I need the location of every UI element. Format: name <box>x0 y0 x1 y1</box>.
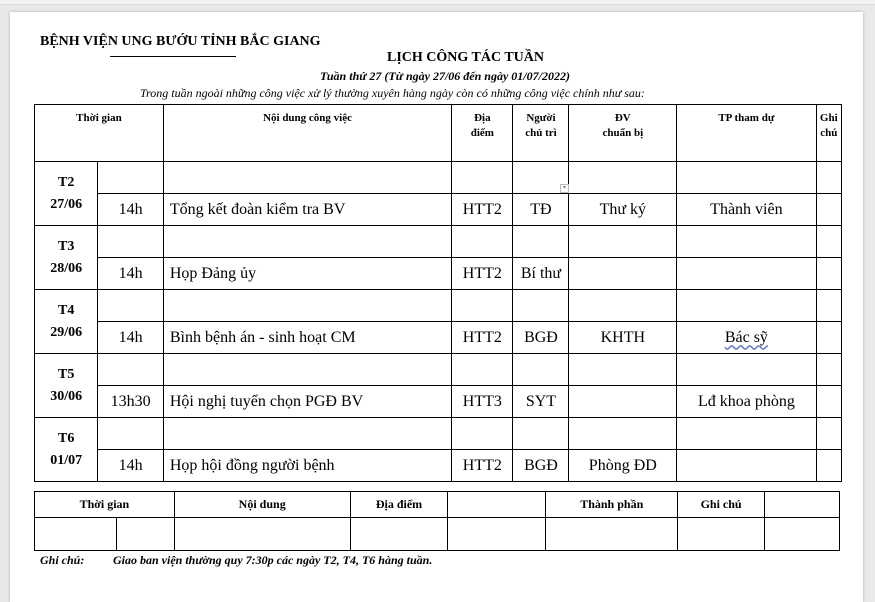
content-cell[interactable]: Bình bệnh án - sinh hoạt CM <box>163 322 451 354</box>
day-cell: T2 27/06 <box>35 162 98 226</box>
meeting-col-empty <box>448 492 546 518</box>
day-cell: T4 29/06 <box>35 290 98 354</box>
place-cell[interactable]: HTT3 <box>452 386 513 418</box>
host-cell[interactable]: Bí thư <box>513 258 569 290</box>
footer-label: Ghi chú: <box>40 553 85 567</box>
table-row[interactable] <box>35 450 842 482</box>
table-row[interactable] <box>35 194 842 226</box>
table-row <box>35 354 842 386</box>
attend-cell[interactable] <box>677 450 816 482</box>
intro-text: Trong tuần ngoài những công việc xử lý thường xuyên hàng ngày còn có những công việc chính như sau: <box>140 86 645 100</box>
col-time: Thời gian <box>35 105 164 162</box>
spellcheck-word: Bác sỹ <box>724 328 768 346</box>
meeting-col-extra <box>765 492 840 518</box>
host-cell[interactable]: BGĐ <box>513 322 569 354</box>
col-place: Địa điểm <box>452 105 513 162</box>
time-cell[interactable]: 13h30 <box>98 386 163 418</box>
host-cell[interactable]: TĐ <box>513 194 569 226</box>
time-cell[interactable]: 14h <box>98 450 163 482</box>
col-note: Ghi chú <box>816 105 841 162</box>
content-cell[interactable]: Họp hội đồng người bệnh <box>163 450 451 482</box>
schedule-table <box>34 104 842 482</box>
table-row <box>35 290 842 322</box>
time-cell[interactable]: 14h <box>98 194 163 226</box>
header-row <box>35 105 842 162</box>
dropdown-marker-icon[interactable]: ▾ <box>560 184 569 193</box>
prep-cell[interactable] <box>569 386 677 418</box>
note-cell[interactable] <box>816 450 841 482</box>
note-cell[interactable] <box>816 194 841 226</box>
table-row <box>35 418 842 450</box>
attend-cell[interactable] <box>677 322 816 354</box>
content-cell[interactable]: Tổng kết đoàn kiểm tra BV <box>163 194 451 226</box>
col-attend: TP tham dự <box>677 105 816 162</box>
prep-cell[interactable]: KHTH <box>569 322 677 354</box>
meeting-row[interactable] <box>35 518 840 551</box>
col-host: Người chủ trì <box>513 105 569 162</box>
host-cell[interactable]: BGĐ <box>513 450 569 482</box>
content-cell[interactable]: Họp Đảng ủy <box>163 258 451 290</box>
table-row[interactable] <box>35 322 842 354</box>
time-cell[interactable]: 14h <box>98 258 163 290</box>
note-cell[interactable] <box>816 258 841 290</box>
place-cell[interactable]: HTT2 <box>452 450 513 482</box>
place-cell[interactable]: HTT2 <box>452 194 513 226</box>
attend-cell[interactable] <box>677 258 816 290</box>
toolbar-strip <box>0 0 875 5</box>
col-content: Nội dung công việc <box>163 105 451 162</box>
week-range: Tuần thứ 27 (Từ ngày 27/06 đến ngày 01/07/2022) <box>320 69 570 83</box>
day-cell: T6 01/07 <box>35 418 98 482</box>
hospital-underline <box>110 56 236 57</box>
note-cell[interactable] <box>816 322 841 354</box>
time-cell[interactable]: 14h <box>98 322 163 354</box>
page-title: LỊCH CÔNG TÁC TUẦN <box>387 50 545 65</box>
note-cell[interactable] <box>816 386 841 418</box>
day-cell: T5 30/06 <box>35 354 98 418</box>
meeting-col-time: Thời gian <box>35 492 175 518</box>
host-cell[interactable]: SYT <box>513 386 569 418</box>
meeting-header-row <box>35 492 840 518</box>
table-row <box>35 162 842 194</box>
footer-text: Giao ban viện thường quy 7:30p các ngày T2, T4, T6 hàng tuần. <box>113 553 433 567</box>
col-prep: ĐV chuẩn bị <box>569 105 677 162</box>
meeting-col-note: Ghi chú <box>678 492 765 518</box>
place-cell[interactable]: HTT2 <box>452 322 513 354</box>
attend-cell[interactable]: Thành viên <box>677 194 816 226</box>
day-cell: T3 28/06 <box>35 226 98 290</box>
prep-cell[interactable]: Phòng ĐD <box>569 450 677 482</box>
table-row[interactable] <box>35 386 842 418</box>
meeting-col-members: Thành phần <box>546 492 678 518</box>
content-cell[interactable]: Hội nghị tuyển chọn PGĐ BV <box>163 386 451 418</box>
meeting-col-content: Nội dung <box>174 492 350 518</box>
prep-cell[interactable]: Thư ký <box>569 194 677 226</box>
table-row <box>35 226 842 258</box>
prep-cell[interactable] <box>569 258 677 290</box>
place-cell[interactable]: HTT2 <box>452 258 513 290</box>
attend-cell[interactable]: Lđ khoa phòng <box>677 386 816 418</box>
hospital-name: BỆNH VIỆN UNG BƯỚU TỈNH BẮC GIANG <box>40 34 321 49</box>
meeting-col-place: Địa điểm <box>350 492 448 518</box>
meeting-table <box>34 491 840 551</box>
table-row[interactable] <box>35 258 842 290</box>
footer-note <box>40 553 432 568</box>
